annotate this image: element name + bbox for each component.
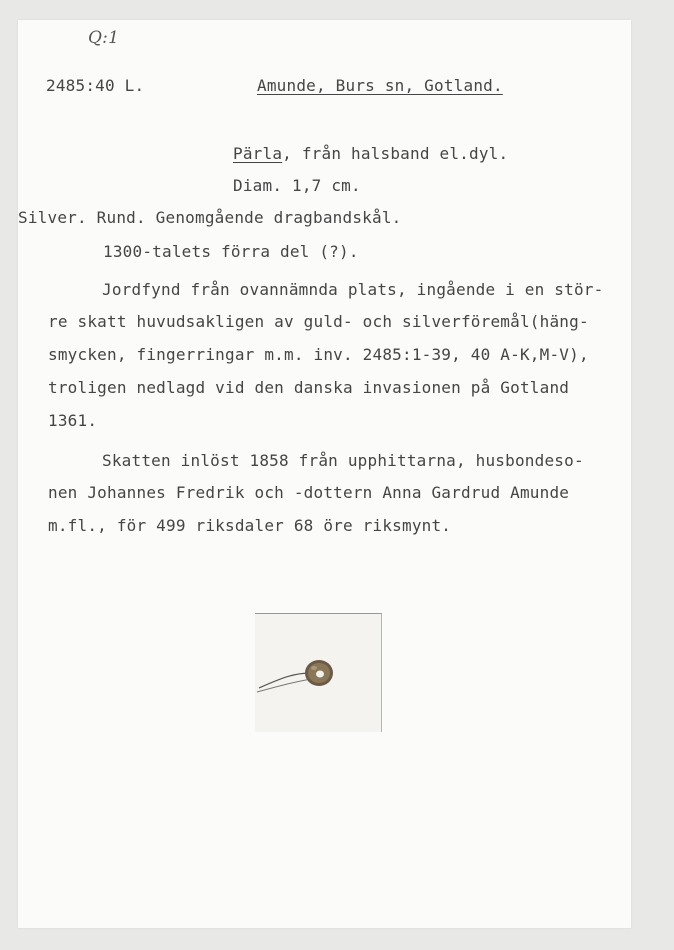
body-line: re skatt huvudsakligen av guld- och silverföremål(häng-: [48, 312, 589, 331]
catalog-card: [18, 20, 631, 928]
body-line: troligen nedlagd vid den danska invasionen på Gotland: [48, 378, 570, 397]
dating: 1300-talets förra del (?).: [103, 242, 359, 261]
catalog-number: 2485:40 L.: [46, 76, 145, 95]
silver-bead-image: [255, 614, 381, 732]
bead-photograph: [255, 613, 382, 732]
provenance-line: m.fl., för 499 riksdaler 68 öre riksmynt.: [48, 516, 452, 535]
object-title: [233, 144, 508, 163]
find-location: Amunde, Burs sn, Gotland.: [257, 76, 503, 95]
body-line: Jordfynd från ovannämnda plats, ingående i en stör-: [102, 280, 604, 299]
object-description: , från halsband el.dyl.: [282, 144, 509, 163]
handwritten-mark: Q:1: [88, 28, 120, 48]
body-line: 1361.: [48, 411, 98, 430]
provenance-line: Skatten inlöst 1858 från upphittarna, husbondeso-: [102, 451, 584, 470]
provenance-line: nen Johannes Fredrik och -dottern Anna Gardrud Amunde: [48, 483, 570, 502]
body-line: smycken, fingerringar m.m. inv. 2485:1-39, 40 A-K,M-V),: [48, 345, 589, 364]
diameter: Diam. 1,7 cm.: [233, 176, 361, 195]
object-name: Pärla: [233, 144, 283, 163]
material-line: Silver. Rund. Genomgående dragbandskål.: [18, 208, 402, 227]
